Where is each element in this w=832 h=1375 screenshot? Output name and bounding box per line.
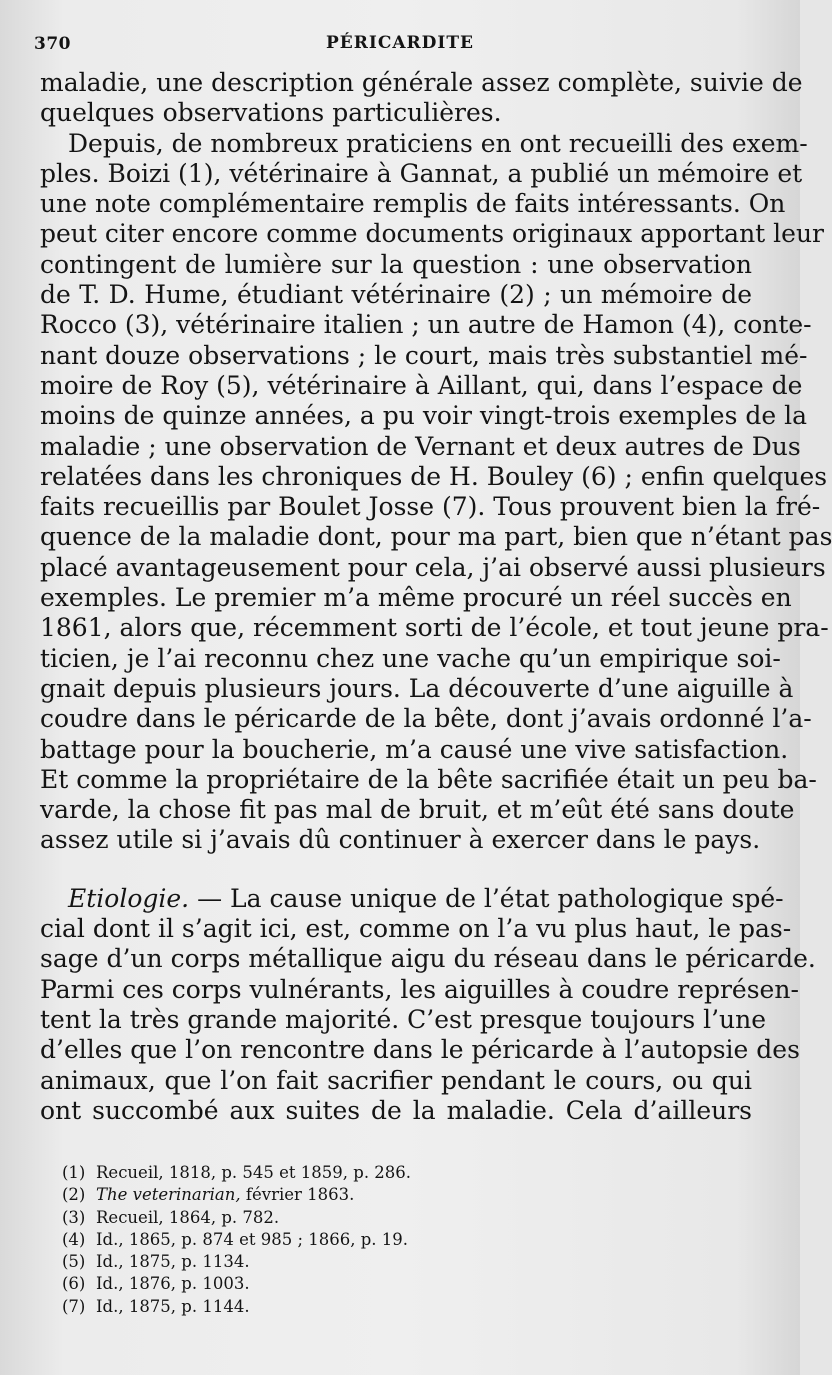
paragraph-etiology (40, 883, 816, 1126)
text-line: nant douze observations ; le court, mais très substantiel mé- (40, 340, 808, 370)
footnote (62, 1162, 742, 1184)
body-text (40, 68, 832, 1126)
footnote-number: (5) (62, 1252, 86, 1272)
section-heading: Etiologie. (68, 883, 190, 913)
footnote (62, 1229, 742, 1251)
paragraph-intro-continuation (40, 68, 803, 129)
text-line: relatées dans les chroniques de H. Bouley (6) ; enfin quelques (40, 461, 828, 491)
footnote-text: février 1863. (240, 1185, 355, 1205)
text-line: moins de quinze années, a pu voir vingt-trois exemples de la (40, 401, 808, 431)
footnote-text: Id., 1875, p. 1134. (96, 1252, 250, 1272)
text-line: Parmi ces corps vulnérants, les aiguilles à coudre représen- (40, 974, 799, 1004)
footnote (62, 1296, 742, 1318)
text-line: peut citer encore comme documents originaux apportant leur (40, 219, 825, 249)
footnote-number: (3) (62, 1207, 86, 1227)
footnote (62, 1251, 742, 1273)
page-number: 370 (34, 34, 71, 54)
text-line: faits recueillis par Boulet Josse (7). Tous prouvent bien la fré- (40, 492, 821, 522)
text-line: contingent de lumière sur la question : une observation (40, 249, 752, 279)
footnote (62, 1184, 742, 1206)
running-head: PÉRICARDITE (326, 33, 474, 53)
text-line: ont succombé aux suites de la maladie. Cela d’ailleurs (40, 1095, 752, 1125)
footnote-number: (2) (62, 1185, 86, 1205)
text-line: 1861, alors que, récemment sorti de l’école, et tout jeune pra- (40, 613, 829, 643)
footnote-text: Id., 1876, p. 1003. (96, 1274, 250, 1294)
text-line: varde, la chose fit pas mal de bruit, et m’eût été sans doute (40, 795, 795, 825)
paragraph-history (40, 128, 832, 856)
footnote-number: (1) (62, 1163, 86, 1182)
text-line: animaux, que l’on fait sacrifier pendant le cours, ou qui (40, 1065, 752, 1095)
text-line: de T. D. Hume, étudiant vétérinaire (2) ; un mémoire de (40, 280, 752, 310)
footnote-title: The veterinarian, (96, 1185, 241, 1205)
footnote-text: Id., 1875, p. 1144. (96, 1296, 250, 1316)
text-line: coudre dans le péricarde de la bête, dont j’avais ordonné l’a- (40, 704, 812, 734)
text-line: assez utile si j’avais dû continuer à exercer dans le pays. (40, 825, 761, 855)
text-line: Rocco (3), vétérinaire italien ; un autre de Hamon (4), conte- (40, 310, 812, 340)
page-header (0, 30, 800, 60)
text-line: placé avantageusement pour cela, j’ai observé aussi plusieurs (40, 552, 826, 582)
text-line: maladie, une description générale assez complète, suivie de (40, 68, 803, 97)
text-line: maladie ; une observation de Vernant et deux autres de Dus (40, 431, 801, 461)
footnote-number: (7) (62, 1296, 86, 1316)
text-line: sage d’un corps métallique aigu du réseau dans le péricarde. (40, 944, 816, 974)
text-line: tent la très grande majorité. C’est presque toujours l’une (40, 1004, 767, 1034)
footnote-text: Recueil, 1818, p. 545 et 1859, p. 286. (96, 1163, 412, 1182)
footnote-text: Recueil, 1864, p. 782. (96, 1207, 280, 1227)
footnote-number: (6) (62, 1274, 86, 1294)
text-line (40, 883, 784, 914)
text-line: quence de la maladie dont, pour ma part, bien que n’étant pas (40, 522, 832, 552)
text-line: d’elles que l’on rencontre dans le péricarde à l’autopsie des (40, 1035, 800, 1065)
text-line: Depuis, de nombreux praticiens en ont recueilli des exem- (68, 128, 808, 158)
footnote (62, 1273, 742, 1295)
text-line: gnait depuis plusieurs jours. La découverte d’une aiguille à (40, 673, 794, 703)
text-line: exemples. Le premier m’a même procuré un réel succès en (40, 583, 792, 613)
paragraph-gap (40, 856, 752, 884)
text-line: cial dont il s’agit ici, est, comme on l’a vu plus haut, le pas- (40, 914, 792, 944)
text-line: ples. Boizi (1), vétérinaire à Gannat, a publié un mémoire et (40, 158, 803, 188)
footnote-text: Id., 1865, p. 874 et 985 ; 1866, p. 19. (96, 1229, 409, 1249)
text-line: une note complémentaire remplis de faits intéressants. On (40, 189, 786, 219)
text-line: moire de Roy (5), vétérinaire à Aillant, qui, dans l’espace de (40, 370, 803, 400)
text-line: Et comme la propriétaire de la bête sacrifiée était un peu ba- (40, 764, 817, 794)
footnotes (62, 1162, 742, 1318)
text-run: — La cause unique de l’état pathologique spé- (189, 883, 784, 913)
text-line: battage pour la boucherie, m’a causé une vive satisfaction. (40, 734, 789, 764)
footnote (62, 1207, 742, 1229)
text-line: quelques observations particulières. (40, 98, 502, 128)
footnote-number: (4) (62, 1229, 86, 1249)
text-line: ticien, je l’ai reconnu chez une vache qu’un empirique soi- (40, 643, 781, 673)
